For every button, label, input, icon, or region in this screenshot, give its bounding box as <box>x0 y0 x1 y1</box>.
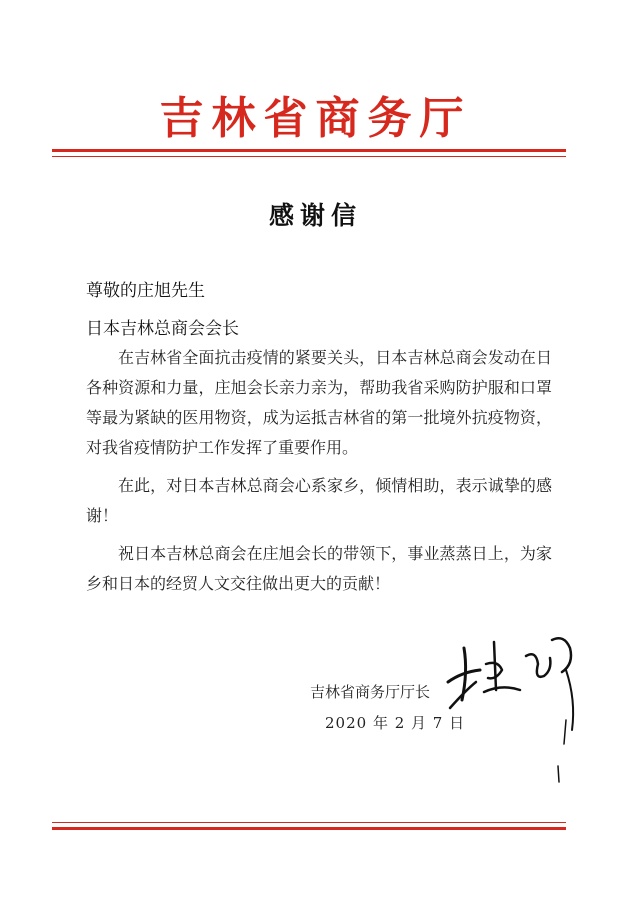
letter-title: 感谢信 <box>268 201 362 230</box>
recipient-name: 尊敬的庄旭先生 <box>86 281 205 301</box>
letter-date: 2020 年 2 月 7 日 <box>325 714 466 732</box>
body-paragraph: 在吉林省全面抗击疫情的紧要关头，日本吉林总商会发动在日各种资源和力量，庄旭会长亲力亲为，帮助我省采购防护服和口罩等最为紧缺的医用物资，成为运抵吉林省的第一批境外抗疫物资，对我省疫情防护工作发挥了重要作用。 <box>86 348 552 457</box>
signatory-title: 吉林省商务厅厅长 <box>310 683 431 701</box>
body-paragraph: 祝日本吉林总商会在庄旭会长的带领下，事业蒸蒸日上，为家乡和日本的经贸人文交往做出更大的贡献！ <box>86 544 552 593</box>
footer-rule-thin <box>52 822 566 823</box>
letter-body <box>86 343 552 607</box>
recipient-org: 日本吉林总商会会长 <box>86 319 239 339</box>
footer-rule-thick <box>52 827 566 830</box>
header-rule-thick <box>52 149 566 152</box>
letterhead-org-name: 吉林省商务厅 <box>159 93 472 144</box>
body-paragraph: 在此，对日本吉林总商会心系家乡，倾情相助，表示诚挚的感谢！ <box>86 476 552 525</box>
header-rule-thin <box>52 156 566 157</box>
handwritten-signature <box>440 620 600 790</box>
